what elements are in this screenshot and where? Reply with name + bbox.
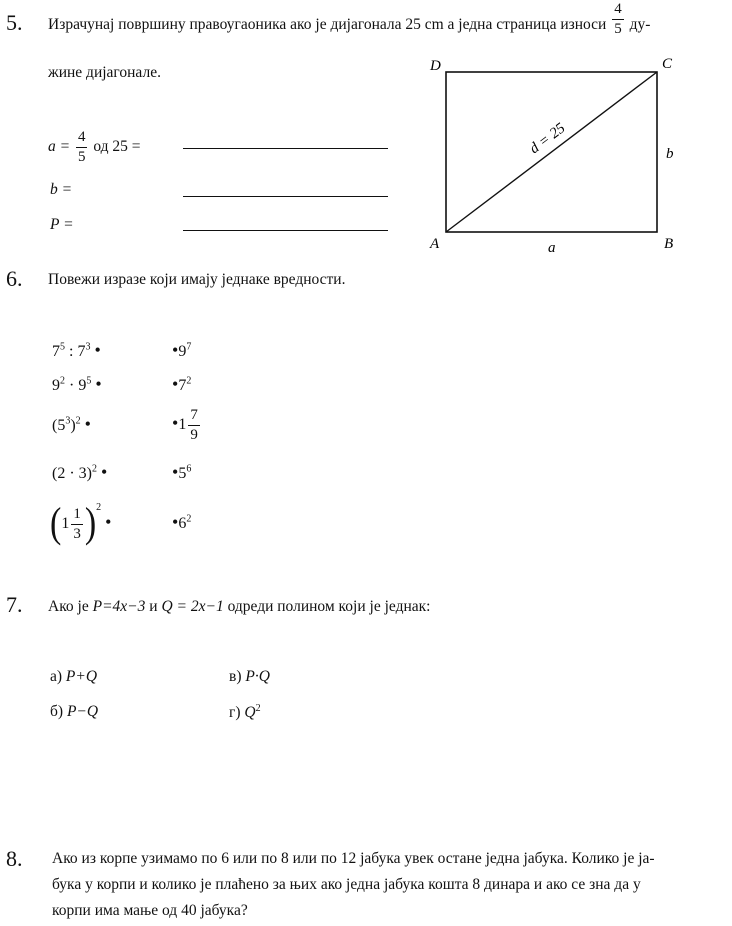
fraction-numerator: 1	[71, 507, 83, 525]
fraction-denominator: 5	[614, 21, 622, 37]
fraction-numerator: 4	[76, 130, 88, 148]
fraction-numerator: 7	[188, 408, 200, 426]
paren: )	[84, 500, 97, 547]
fraction-numerator: 4	[612, 2, 624, 20]
operator: ·	[65, 377, 79, 394]
expr-right-3[interactable]	[172, 408, 202, 443]
connect-dot[interactable]: •	[172, 462, 179, 482]
paren: )	[70, 417, 76, 434]
task-6-number: 6.	[6, 266, 23, 291]
side-a-label: a	[548, 240, 556, 256]
item-label: б)	[50, 703, 64, 720]
base: 7	[77, 343, 86, 360]
rectangle-figure	[420, 50, 720, 260]
exponent: 5	[60, 341, 65, 353]
expr-left-4[interactable]	[52, 462, 107, 483]
diagonal-label: d = 25	[526, 120, 569, 158]
task-5-text-b: ду-	[629, 16, 651, 34]
item-label: в)	[229, 668, 242, 685]
fraction-1-3	[71, 507, 83, 542]
task-7-item-b	[50, 703, 98, 721]
task-7-text-pre: Ако је	[48, 598, 89, 615]
inner-expression: 2 · 3	[57, 465, 87, 482]
paren: (	[52, 417, 58, 434]
base: 5	[178, 465, 187, 482]
expr-left-1[interactable]	[52, 340, 101, 361]
fraction-denominator: 5	[77, 149, 86, 165]
p-definition: P=4x−3	[92, 598, 146, 615]
task-5-text-c: жине дијагонале.	[48, 64, 161, 81]
fraction-4-5-answer	[76, 130, 88, 165]
answer-line-b[interactable]	[183, 196, 388, 197]
connect-dot[interactable]: •	[172, 512, 179, 532]
item-expression: P−Q	[66, 703, 99, 720]
expr-left-3[interactable]	[52, 414, 91, 435]
task-8-number: 8.	[6, 846, 23, 871]
connect-dot[interactable]: •	[100, 462, 108, 482]
base: 6	[178, 515, 187, 532]
task-5-text	[48, 1, 651, 37]
expr-right-4[interactable]	[172, 462, 191, 483]
answer-line-p[interactable]	[183, 230, 388, 231]
vertex-a-label: A	[430, 236, 440, 252]
connect-dot[interactable]: •	[84, 414, 91, 434]
task-5-text-a: Израчунај површину правоугаоника ако је дијагонала 25 cm а једна страница износи	[48, 16, 607, 34]
vertex-d-label: D	[430, 58, 441, 74]
expr-right-5[interactable]	[172, 512, 191, 533]
task-6-text: Повежи изразе који имају једнаке вредности.	[48, 271, 346, 288]
task-7-text	[48, 598, 430, 616]
item-expression: P+Q	[65, 668, 98, 685]
answer-line-a[interactable]	[183, 148, 388, 149]
item-label: а)	[50, 668, 63, 685]
fraction-denominator: 3	[73, 525, 81, 542]
exponent: 2	[186, 375, 192, 387]
expr-left-5[interactable]	[50, 500, 112, 547]
base: 9	[78, 377, 87, 394]
fraction-denominator: 9	[190, 427, 198, 443]
base: 9	[178, 343, 187, 360]
task-7-and: и	[149, 598, 158, 615]
connect-dot[interactable]: •	[105, 512, 112, 532]
item-expression: Q	[244, 704, 256, 722]
exponent: 2	[60, 375, 65, 387]
item-expression: P·Q	[245, 668, 270, 685]
diagonal-line	[446, 72, 657, 232]
connect-dot[interactable]: •	[95, 374, 102, 394]
base: 5	[57, 417, 66, 434]
whole-part: 1	[61, 515, 70, 532]
connect-dot[interactable]: •	[172, 374, 179, 394]
base: 7	[52, 343, 60, 360]
exponent: 2	[75, 415, 81, 427]
exponent: 6	[186, 463, 192, 475]
exponent: 7	[186, 341, 192, 353]
paren: (	[50, 500, 62, 547]
exponent: 3	[85, 341, 91, 353]
label-a-pre: a =	[48, 138, 71, 156]
connect-dot[interactable]: •	[172, 340, 179, 360]
answer-label-p: P =	[50, 216, 74, 233]
whole-part: 1	[178, 416, 187, 434]
expr-left-2[interactable]	[52, 374, 102, 395]
operator: :	[65, 343, 78, 360]
vertex-c-label: C	[662, 56, 673, 72]
exponent: 3	[65, 415, 71, 427]
task-7-text-post: одреди полином који је једнак:	[227, 598, 431, 615]
expr-right-1[interactable]	[172, 340, 191, 361]
task-7-item-v	[229, 668, 270, 686]
paren: (	[52, 465, 58, 482]
q-definition: Q = 2x−1	[161, 598, 224, 615]
exponent: 2	[255, 703, 261, 714]
task-7-number: 7.	[6, 592, 23, 617]
item-label: г)	[229, 704, 241, 722]
vertex-b-label: B	[664, 236, 674, 252]
expr-right-2[interactable]	[172, 374, 191, 395]
exponent: 2	[186, 513, 192, 525]
exponent: 2	[91, 463, 97, 475]
paren: )	[86, 465, 92, 482]
task-8-line-2: бука у корпи и колико је плаћено за њих ако једна јабука кошта 8 динара и ако се зна да у	[52, 876, 641, 893]
answer-label-a	[48, 130, 141, 165]
exponent: 5	[86, 375, 92, 387]
label-a-post: од 25 =	[93, 138, 141, 156]
connect-dot[interactable]: •	[94, 340, 101, 360]
answer-label-b: b =	[50, 181, 73, 198]
task-7-item-a	[50, 668, 97, 686]
connect-dot[interactable]: •	[172, 413, 179, 434]
task-5-number: 5.	[6, 10, 23, 35]
fraction-7-9	[188, 408, 200, 443]
task-8-line-3: корпи има мање од 40 јабука?	[52, 902, 248, 919]
task-8-line-1: Ако из корпе узимамо по 6 или по 8 или по 12 јабука увек остане једна јабука. Колико је ја-	[52, 850, 655, 867]
side-b-label: b	[666, 146, 674, 162]
base: 9	[52, 377, 60, 394]
fraction-4-5	[612, 2, 624, 37]
exponent: 2	[96, 502, 102, 513]
base: 7	[178, 377, 187, 394]
task-7-item-g	[229, 703, 261, 722]
